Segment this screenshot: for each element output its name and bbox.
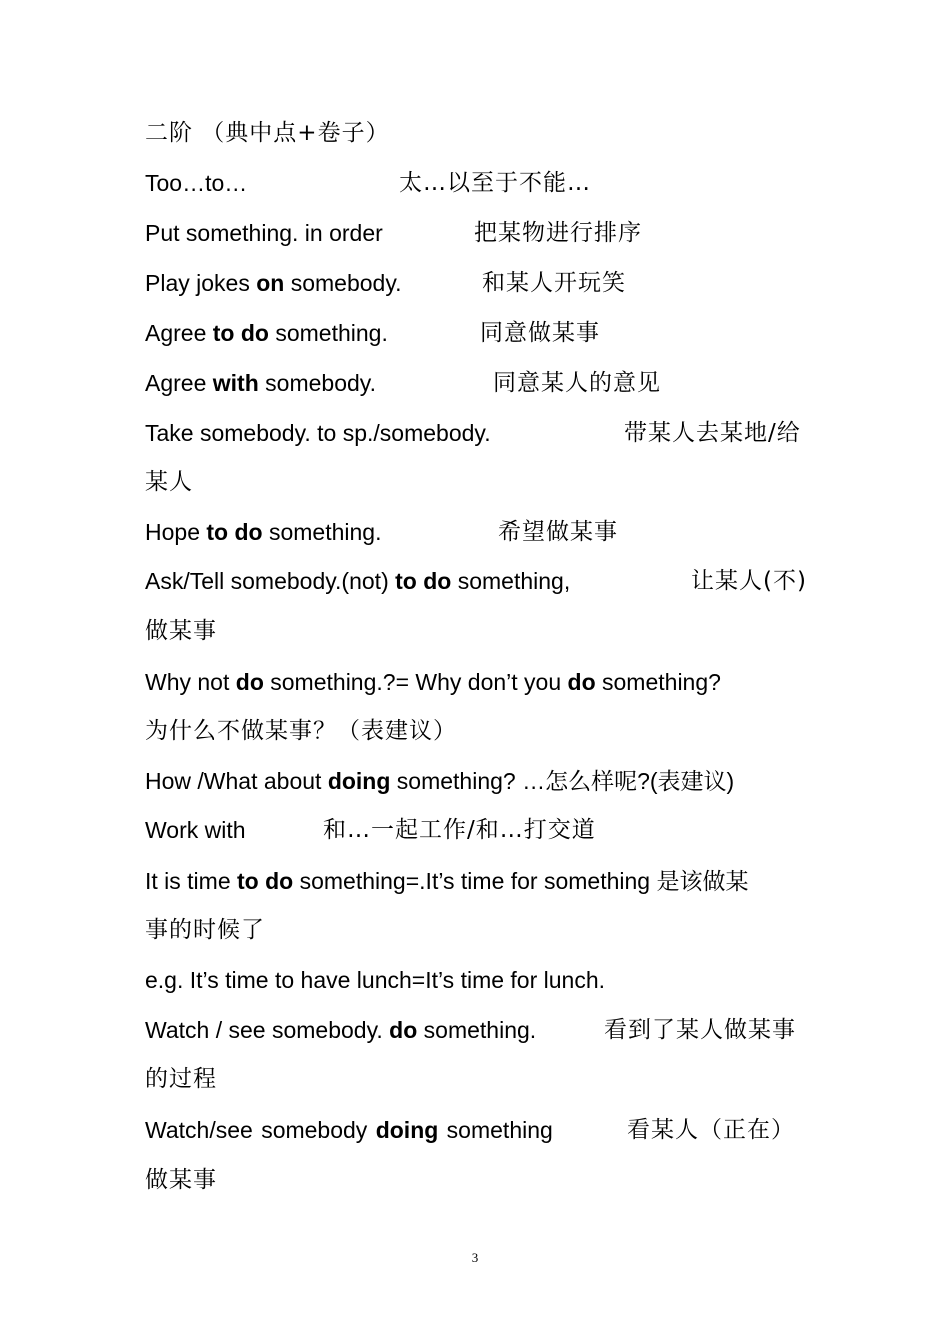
phrase-zh-continued: 某人 [145,469,193,495]
phrase-en: something? …怎么样呢?(表建议) [390,768,735,794]
phrase-en-bold: do [567,669,596,695]
phrase-zh: 带某人去某地/给 [624,420,801,446]
phrase-zh: 同意某人的意见 [493,370,661,396]
phrase-en: Put something. in order [145,220,383,246]
phrase-en: Watch / see somebody. [145,1017,390,1043]
phrase-en: Agree [145,370,213,396]
phrase-zh: 和某人开玩笑 [482,270,626,296]
phrase-en: somebody. [258,370,376,396]
phrase-en-bold: with [212,370,259,396]
phrase-line [145,566,570,596]
phrase-en: Why not [145,669,236,695]
phrase-en-bold: to do [395,568,452,594]
phrase-en: Agree [145,320,213,346]
phrase-zh: 太…以至于不能… [399,170,591,196]
phrase-en: It is time [145,868,238,894]
phrase-line [145,218,383,248]
section-heading: 二阶 （典中点+卷子） [145,120,390,146]
phrase-zh: 看某人（正在） [627,1117,795,1143]
phrase-line [145,1115,553,1145]
phrase-en-bold: doing [375,1117,439,1143]
phrase-en-bold: to do [212,320,269,346]
phrase-zh-continued: 做某事 [145,1167,217,1193]
phrase-en: something. [262,519,382,545]
phrase-en: Hope [145,519,207,545]
phrase-line [145,168,247,198]
phrase-line [145,815,246,845]
phrase-en: Take somebody. to sp./somebody. [145,420,491,446]
phrase-en: Watch/see somebody [145,1117,376,1143]
phrase-en: Work with [145,817,246,843]
phrase-en-bold: do [235,669,264,695]
phrase-en: something? [595,669,721,695]
phrase-en: Too…to… [145,170,248,196]
phrase-line [145,866,749,896]
phrase-line [145,517,381,547]
page-number: 3 [471,1250,479,1265]
phrase-zh: 把某物进行排序 [474,220,642,246]
phrase-zh: 看到了某人做某事 [604,1017,796,1043]
phrase-en: something. [417,1017,537,1043]
phrase-line [145,368,376,398]
phrase-en: something, [451,568,571,594]
phrase-en-bold: doing [327,768,391,794]
phrase-zh: 和…一起工作/和…打交道 [323,817,596,843]
phrase-en: something=.It’s time for something 是该做某 [293,868,749,894]
phrase-en: Play jokes [145,270,257,296]
phrase-en: something [438,1117,553,1143]
phrase-line [145,766,734,796]
phrase-en: How /What about [145,768,328,794]
phrase-zh-continued: 事的时候了 [145,917,265,943]
phrase-line [145,667,721,697]
phrase-en: Ask/Tell somebody.(not) [145,568,396,594]
phrase-line [145,268,402,298]
phrase-en: something. [268,320,388,346]
phrase-zh: 希望做某事 [498,519,618,545]
phrase-en: e.g. It’s time to have lunch=It’s time for lunch. [145,967,606,993]
phrase-en-bold: on [256,270,285,296]
phrase-en-bold: to do [237,868,294,894]
phrase-zh-continued: 做某事 [145,618,217,644]
phrase-line [145,318,388,348]
phrase-zh-continued: 为什么不做某事？（表建议） [145,718,457,744]
phrase-line [145,1015,536,1045]
phrase-en: something.?= Why don’t you [263,669,568,695]
phrase-en-bold: do [389,1017,418,1043]
phrase-en: somebody. [284,270,402,296]
phrase-zh: 同意做某事 [480,320,600,346]
phrase-line [145,418,491,448]
example-line [145,965,605,995]
phrase-zh-continued: 的过程 [145,1066,217,1092]
phrase-en-bold: to do [206,519,263,545]
phrase-zh: 让某人(不) [691,568,807,594]
